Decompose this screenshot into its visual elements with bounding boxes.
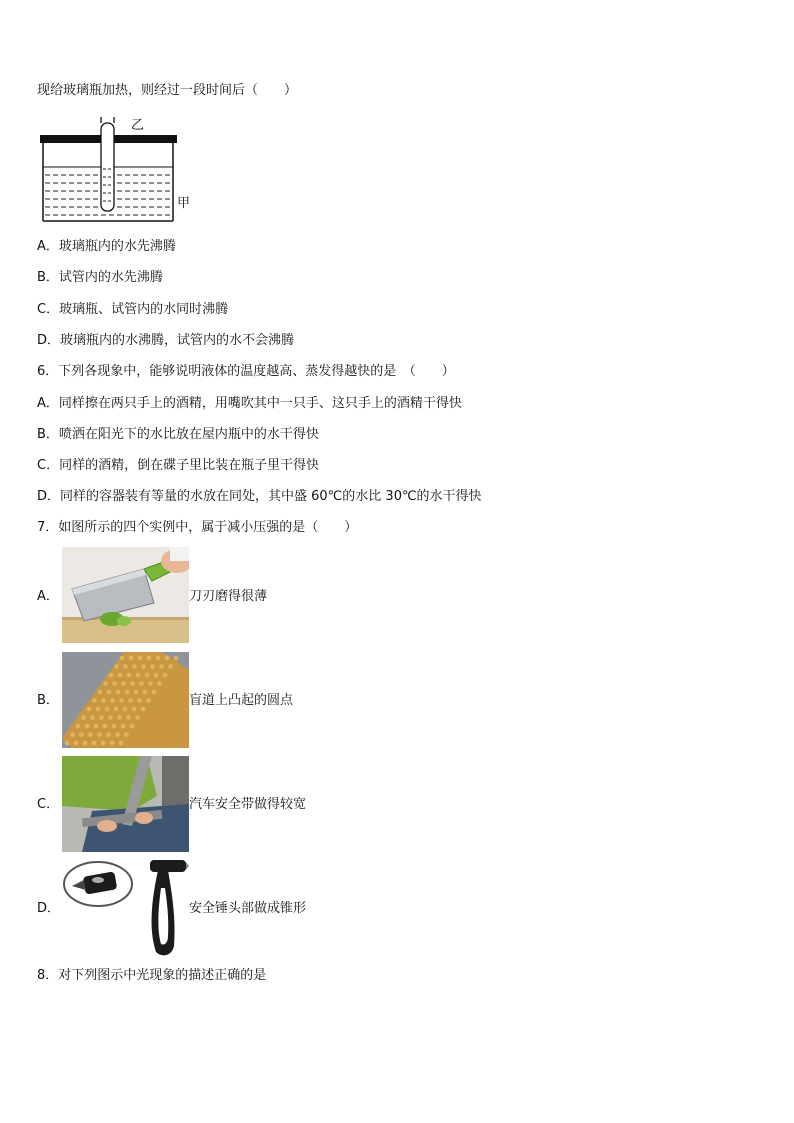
q6-stem: 6．下列各现象中，能够说明液体的温度越高、蒸发得越快的是 （ ）: [37, 364, 455, 379]
knife-cutting-image: [62, 547, 189, 643]
q8-stem: 8．对下列图示中光现象的描述正确的是: [37, 968, 267, 983]
bottle-label: 甲: [177, 196, 191, 211]
bottle-tube-diagram: [37, 113, 197, 225]
q6-option-d: D．同样的容器装有等量的水放在同处，其中盛 60℃的水比 30℃的水干得快: [37, 489, 482, 504]
q5-option-d: D．玻璃瓶内的水沸腾，试管内的水不会沸腾: [37, 333, 295, 348]
q7-option-d-text: 安全锤头部做成锥形: [189, 901, 307, 916]
test-tube: [101, 123, 114, 211]
q7-stem: 7．如图所示的四个实例中，属于减小压强的是（ ）: [37, 520, 358, 535]
tube-label: 乙: [131, 118, 145, 133]
q5-option-c: C．玻璃瓶、试管内的水同时沸腾: [37, 302, 229, 317]
q5-option-b: B．试管内的水先沸腾: [37, 270, 163, 285]
q7-option-c-text: 汽车安全带做得较宽: [189, 797, 307, 812]
q7-option-b-text: 盲道上凸起的圆点: [189, 693, 294, 708]
q6-option-c: C．同样的酒精，倒在碟子里比装在瓶子里干得快: [37, 458, 320, 473]
q7-option-a-label: A．: [37, 589, 59, 604]
q6-option-a: A．同样擦在两只手上的酒精，用嘴吹其中一只手、这只手上的酒精干得快: [37, 396, 462, 411]
q6-option-b: B．喷洒在阳光下的水比放在屋内瓶中的水干得快: [37, 427, 319, 442]
seat-belt-image: [62, 756, 189, 852]
tactile-paving-image: [62, 652, 189, 748]
safety-hammer-image: [62, 858, 189, 958]
q5-option-a: A．玻璃瓶内的水先沸腾: [37, 239, 176, 254]
q5-figure: [37, 113, 197, 225]
q7-option-d-label: D．: [37, 901, 61, 916]
q7-option-b-label: B．: [37, 693, 59, 708]
q7-option-a-text: 刀刃磨得很薄: [189, 589, 268, 604]
q5-stem: 现给玻璃瓶加热，则经过一段时间后（ ）: [37, 83, 298, 98]
q7-option-c-label: C．: [37, 797, 60, 812]
